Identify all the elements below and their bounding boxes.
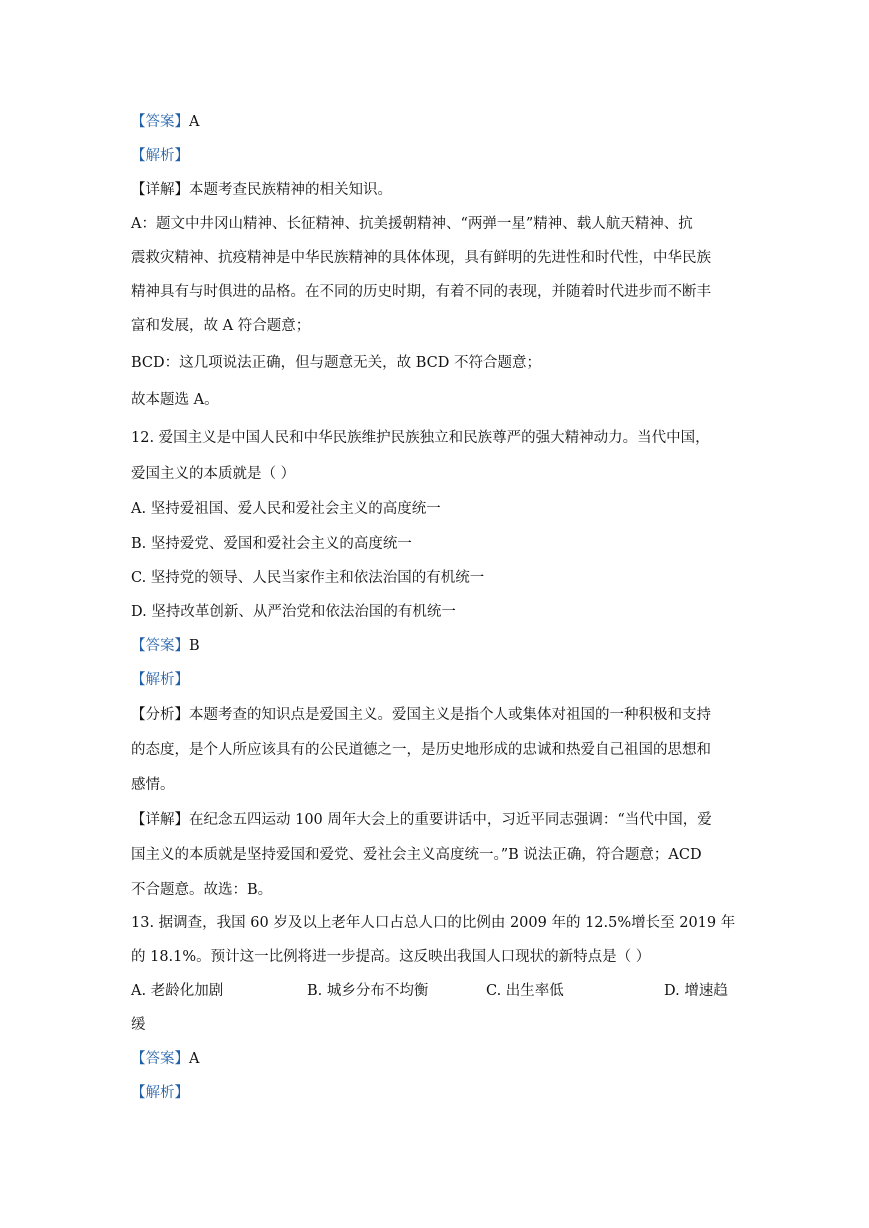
xiangjie-label: 详解 bbox=[145, 182, 175, 198]
question-stem: 爱国主义的本质就是（ ） bbox=[131, 466, 296, 482]
detail-line: BCD：这几项说法正确，但与题意无关，故 BCD 不符合题意； bbox=[131, 355, 542, 371]
answer-value: A bbox=[189, 1051, 200, 1067]
detail-line: 精神具有与时俱进的品格。在不同的历史时期，有着不同的表现，并随着时代进步而不断丰 bbox=[131, 284, 711, 300]
option-a: A. 老龄化加剧 bbox=[131, 983, 224, 999]
jiexi-label: 解析 bbox=[145, 1085, 175, 1101]
analysis-line: 【分析】本题考查的知识点是爱国主义。爱国主义是指个人或集体对祖国的一种积极和支持 bbox=[131, 707, 711, 723]
option-c: C. 坚持党的领导、人民当家作主和依法治国的有机统一 bbox=[131, 570, 485, 586]
option-d: D. 坚持改革创新、从严治党和依法治国的有机统一 bbox=[131, 604, 456, 620]
detail-line: A：题文中井冈山精神、长征精神、抗美援朝精神、“两弹一星”精神、载人航天精神、抗 bbox=[131, 216, 693, 232]
question-stem: 13. 据调查，我国 60 岁及以上老年人口占总人口的比例由 2009 年的 12.5%增长至 2019 年 bbox=[131, 915, 736, 931]
detail-line: 国主义的本质就是坚持爱国和爱党、爱社会主义高度统一。”B 说法正确，符合题意；ACD bbox=[131, 847, 702, 863]
question-stem: 12. 爱国主义是中国人民和中华民族维护民族独立和民族尊严的强大精神动力。当代中国， bbox=[131, 430, 710, 446]
answer-line: 【答案】A bbox=[131, 114, 200, 130]
answer-value: B bbox=[189, 638, 200, 654]
option-d: D. 增速趋 bbox=[664, 983, 728, 999]
option-b: B. 坚持爱党、爱国和爱社会主义的高度统一 bbox=[131, 536, 412, 552]
xiangjie-label: 详解 bbox=[145, 812, 175, 828]
detail-line: 【详解】在纪念五四运动 100 周年大会上的重要讲话中，习近平同志强调：“当代中国，爱 bbox=[131, 812, 712, 828]
detail-line: 富和发展，故 A 符合题意； bbox=[131, 318, 311, 334]
analysis-line: 的态度，是个人所应该具有的公民道德之一，是历史地形成的忠诚和热爱自己祖国的思想和 bbox=[131, 742, 711, 758]
jiexi-heading: 【解析】 bbox=[131, 672, 189, 688]
answer-value: A bbox=[189, 114, 200, 130]
answer-line: 【答案】A bbox=[131, 1051, 200, 1067]
jiexi-label: 解析 bbox=[145, 148, 175, 164]
detail-line: 震救灾精神、抗疫精神是中华民族精神的具体体现，具有鲜明的先进性和时代性，中华民族 bbox=[131, 250, 711, 266]
detail-line: 不合题意。故选：B。 bbox=[131, 882, 273, 898]
option-c: C. 出生率低 bbox=[486, 983, 564, 999]
option-b: B. 城乡分布不均衡 bbox=[307, 983, 429, 999]
option-a: A. 坚持爱祖国、爱人民和爱社会主义的高度统一 bbox=[131, 501, 441, 517]
jiexi-heading: 【解析】 bbox=[131, 148, 189, 164]
answer-line: 【答案】B bbox=[131, 638, 200, 654]
answer-label: 答案 bbox=[145, 114, 175, 130]
jiexi-heading: 【解析】 bbox=[131, 1085, 189, 1101]
conclusion-line: 故本题选 A。 bbox=[131, 392, 219, 408]
detail-text: 本题考查民族精神的相关知识。 bbox=[189, 182, 392, 198]
detail-text: 在纪念五四运动 100 周年大会上的重要讲话中，习近平同志强调：“当代中国，爱 bbox=[189, 812, 712, 828]
analysis-line: 感情。 bbox=[131, 777, 175, 793]
jiexi-label: 解析 bbox=[145, 672, 175, 688]
analysis-text: 本题考查的知识点是爱国主义。爱国主义是指个人或集体对祖国的一种积极和支持 bbox=[189, 707, 711, 723]
answer-label: 答案 bbox=[145, 638, 175, 654]
detail-heading-line: 【详解】本题考查民族精神的相关知识。 bbox=[131, 182, 392, 198]
fenxi-label: 分析 bbox=[145, 707, 175, 723]
answer-label: 答案 bbox=[145, 1051, 175, 1067]
question-stem: 的 18.1%。预计这一比例将进一步提高。这反映出我国人口现状的新特点是（ ） bbox=[131, 949, 651, 965]
option-d-wrap: 缓 bbox=[131, 1017, 146, 1033]
